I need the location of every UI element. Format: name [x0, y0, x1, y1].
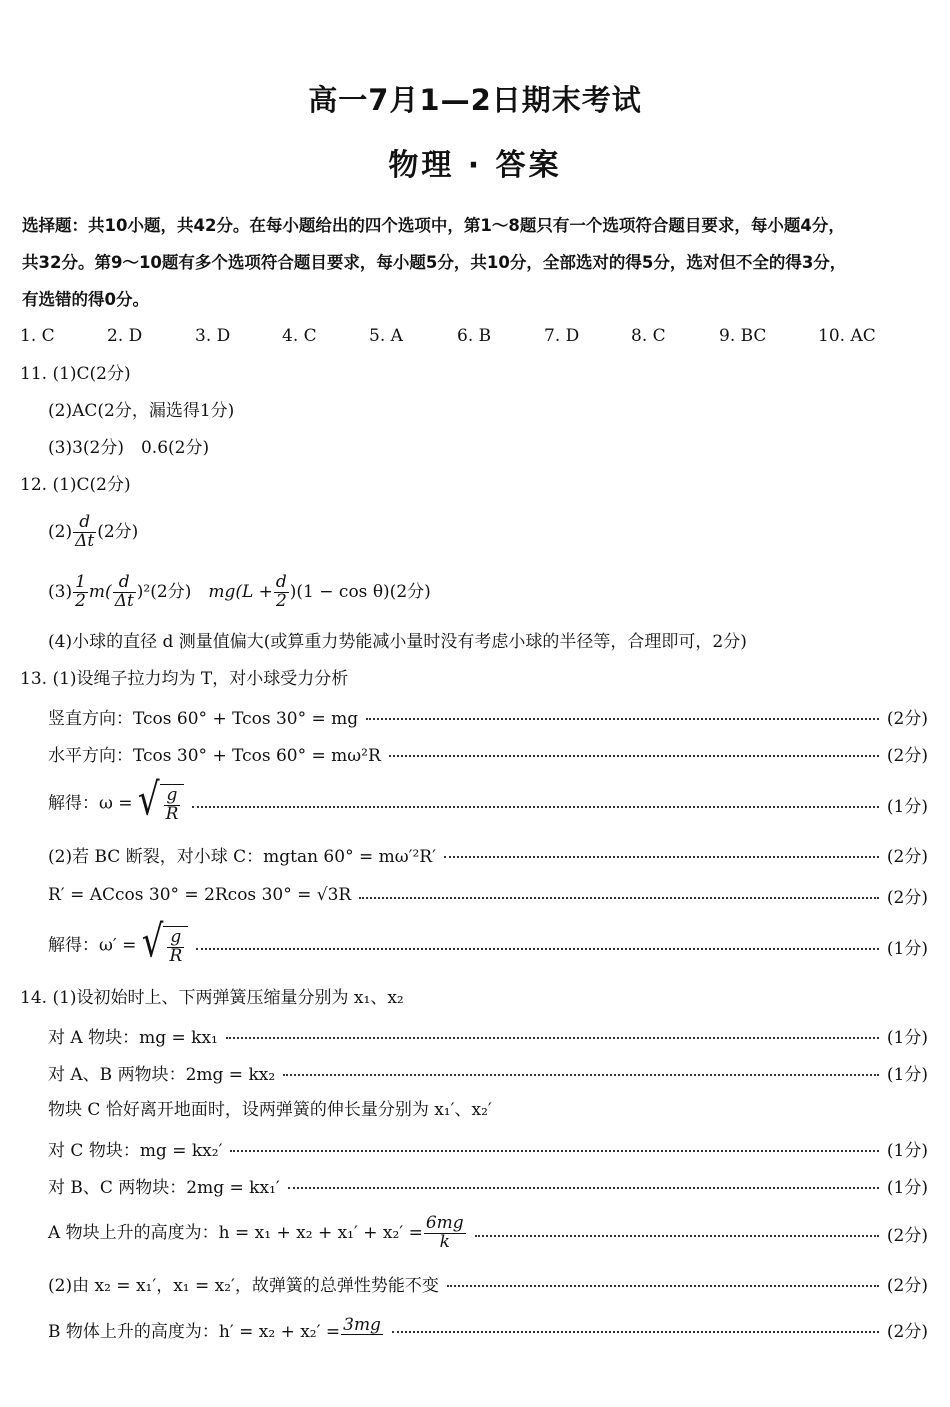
leader-dots: [196, 948, 879, 950]
mcq-answer-5: 5. A: [369, 326, 403, 346]
points-label: (1分): [886, 1064, 928, 1085]
sqrt-icon: √ $\frac{g}{R}$: [138, 784, 184, 824]
q14-head: 14. (1)设初始时上、下两弹簧压缩量分别为 x₁、x₂: [20, 988, 404, 1008]
q14-line-6: [48, 1211, 928, 1255]
equation-prefix: A 物块上升的高度为：h = x₁ + x₂ + x₁′ + x₂′ =: [48, 1222, 423, 1243]
fraction-denominator: Δt: [75, 531, 95, 551]
fraction-denominator: R: [165, 804, 179, 824]
q13-line-4: [48, 843, 928, 865]
formula-text: )(1 − cos θ)(2分): [289, 582, 431, 602]
fraction-denominator: k: [439, 1231, 450, 1252]
page-title: 高一7月1—2日期末考试: [308, 83, 642, 117]
q14-line-2: [48, 1061, 928, 1083]
equation-text: (2)由 x₂ = x₁′，x₁ = x₂′，故弹簧的总弹性势能不变: [48, 1275, 439, 1296]
fraction-numerator: g: [164, 787, 181, 806]
equation-text: R′ = ACcos 30° = 2Rcos 30° = √3R: [48, 885, 352, 905]
q11-part-2: (2)AC(2分，漏选得1分): [48, 401, 235, 421]
sqrt-icon: √ $\frac{g}{R}$: [142, 926, 188, 966]
q12-part-1: 12. (1)C(2分): [20, 475, 131, 495]
fraction-numerator: g: [167, 929, 184, 948]
leader-dots: [359, 897, 879, 899]
q13-line-2: [48, 742, 928, 764]
fraction-denominator: 2: [275, 591, 287, 611]
mcq-answer-1: 1. C: [20, 326, 55, 346]
leader-dots: [192, 806, 879, 808]
formula-text: m(: [88, 582, 112, 602]
intro-line-1: 选择题：共10小题，共42分。在每小题给出的四个选项中，第1～8题只有一个选项符合题目要求，每小题4分，: [22, 216, 845, 235]
fraction-numerator: 6mg: [425, 1212, 464, 1233]
q13-line-5: [48, 884, 928, 906]
points-label: (2分): [886, 708, 928, 729]
mcq-answer-9: 9. BC: [719, 326, 767, 346]
leader-dots: [392, 1331, 879, 1333]
q12-part-2-points: (2分): [97, 522, 139, 542]
mcq-answer-7: 7. D: [544, 326, 580, 346]
intro-line-3: 有选错的得0分。: [22, 290, 149, 309]
equation-text: [48, 1212, 467, 1252]
q11-part-1: 11. (1)C(2分): [20, 364, 131, 384]
fraction-denominator: R: [169, 946, 183, 966]
q12-part-4: (4)小球的直径 d 测量值偏大(或算重力势能减小量时没有考虑小球的半径等，合理即可，2分): [48, 632, 747, 652]
fraction-d-over-2: [274, 574, 289, 611]
q12-part-2: [48, 512, 950, 552]
fraction-one-half: [73, 574, 88, 611]
points-label: (2分): [886, 846, 928, 867]
fraction-d-over-dt: [73, 514, 96, 551]
points-label: (1分): [886, 1140, 928, 1161]
leader-dots: [389, 755, 879, 757]
formula-text: mg(L +: [208, 582, 273, 602]
q13-head: 13. (1)设绳子拉力均为 T，对小球受力分析: [20, 669, 349, 689]
mcq-answer-4: 4. C: [282, 326, 317, 346]
points-label: (2分): [886, 887, 928, 908]
fraction-denominator: Δt: [114, 591, 134, 611]
leader-dots: [226, 1037, 879, 1039]
equation-text: [48, 916, 188, 969]
q13-line-1: [48, 705, 928, 727]
q14-line-1: [48, 1024, 928, 1046]
fraction-numerator: d: [73, 514, 96, 533]
points-label: (1分): [886, 938, 928, 959]
q12-part-3: [48, 570, 950, 614]
equation-text: 水平方向：Tcos 30° + Tcos 60° = mω²R: [48, 745, 381, 766]
fraction-numerator: d: [113, 574, 136, 593]
points-label: (1分): [886, 796, 928, 817]
equation-text: [48, 774, 184, 827]
equation-text: [48, 1314, 384, 1342]
leader-dots: [444, 856, 879, 858]
mcq-answer-2: 2. D: [107, 326, 143, 346]
fraction-3mg: [341, 1314, 383, 1336]
q14-line-3: 物块 C 恰好离开地面时，设两弹簧的伸长量分别为 x₁′、x₂′: [48, 1100, 492, 1120]
points-label: (2分): [886, 1225, 928, 1246]
q14-line-8: [48, 1312, 928, 1346]
formula-text: )²(2分): [136, 582, 209, 602]
intro-line-2: 共32分。第9～10题有多个选项符合题目要求，每小题5分，共10分，全部选对的得5分，选对但不全的得3分，: [22, 253, 847, 272]
fraction-numerator: 1: [75, 572, 86, 593]
fraction-numerator: 3mg: [343, 1314, 381, 1335]
q11-part-3: (3)3(2分) 0.6(2分): [48, 438, 210, 458]
q12-part-3-label: (3): [48, 582, 73, 602]
fraction-6mg-over-k: [424, 1212, 466, 1252]
equation-text: 竖直方向：Tcos 60° + Tcos 30° = mg: [48, 708, 359, 729]
mcq-answer-10: 10. AC: [818, 326, 876, 346]
q14-line-7: [48, 1272, 928, 1294]
leader-dots: [288, 1187, 879, 1189]
leader-dots: [366, 718, 879, 720]
equation-text: 对 A 物块：mg = kx₁: [48, 1027, 218, 1048]
fraction-denominator: 2: [75, 591, 86, 611]
leader-dots: [283, 1074, 879, 1076]
points-label: (2分): [886, 1275, 928, 1296]
points-label: (2分): [886, 1321, 928, 1342]
q14-line-4: [48, 1137, 928, 1159]
points-label: (1分): [886, 1177, 928, 1198]
equation-text: 对 C 物块：mg = kx₂′: [48, 1140, 223, 1161]
leader-dots: [447, 1285, 879, 1287]
mcq-answer-6: 6. B: [457, 326, 492, 346]
equation-prefix: 解得：ω′ =: [48, 935, 137, 956]
leader-dots: [230, 1150, 878, 1152]
points-label: (1分): [886, 1027, 928, 1048]
mcq-answer-3: 3. D: [195, 326, 231, 346]
q13-line-3: [48, 774, 928, 827]
q14-line-5: [48, 1174, 928, 1196]
q13-line-6: [48, 916, 928, 969]
equation-text: (2)若 BC 断裂，对小球 C：mgtan 60° = mω′²R′: [48, 846, 436, 867]
equation-prefix: B 物体上升的高度为：h′ = x₂ + x₂′ =: [48, 1321, 341, 1342]
leader-dots: [475, 1235, 879, 1237]
q12-part-2-label: (2): [48, 522, 73, 542]
equation-text: 对 A、B 两物块：2mg = kx₂: [48, 1064, 276, 1085]
fraction-d-over-dt: [113, 574, 136, 611]
fraction-numerator: d: [275, 572, 287, 593]
mcq-answer-8: 8. C: [631, 326, 666, 346]
points-label: (2分): [886, 745, 928, 766]
equation-prefix: 解得：ω =: [48, 793, 133, 814]
equation-text: 对 B、C 两物块：2mg = kx₁′: [48, 1177, 280, 1198]
page-subtitle: 物理 · 答案: [388, 148, 562, 183]
